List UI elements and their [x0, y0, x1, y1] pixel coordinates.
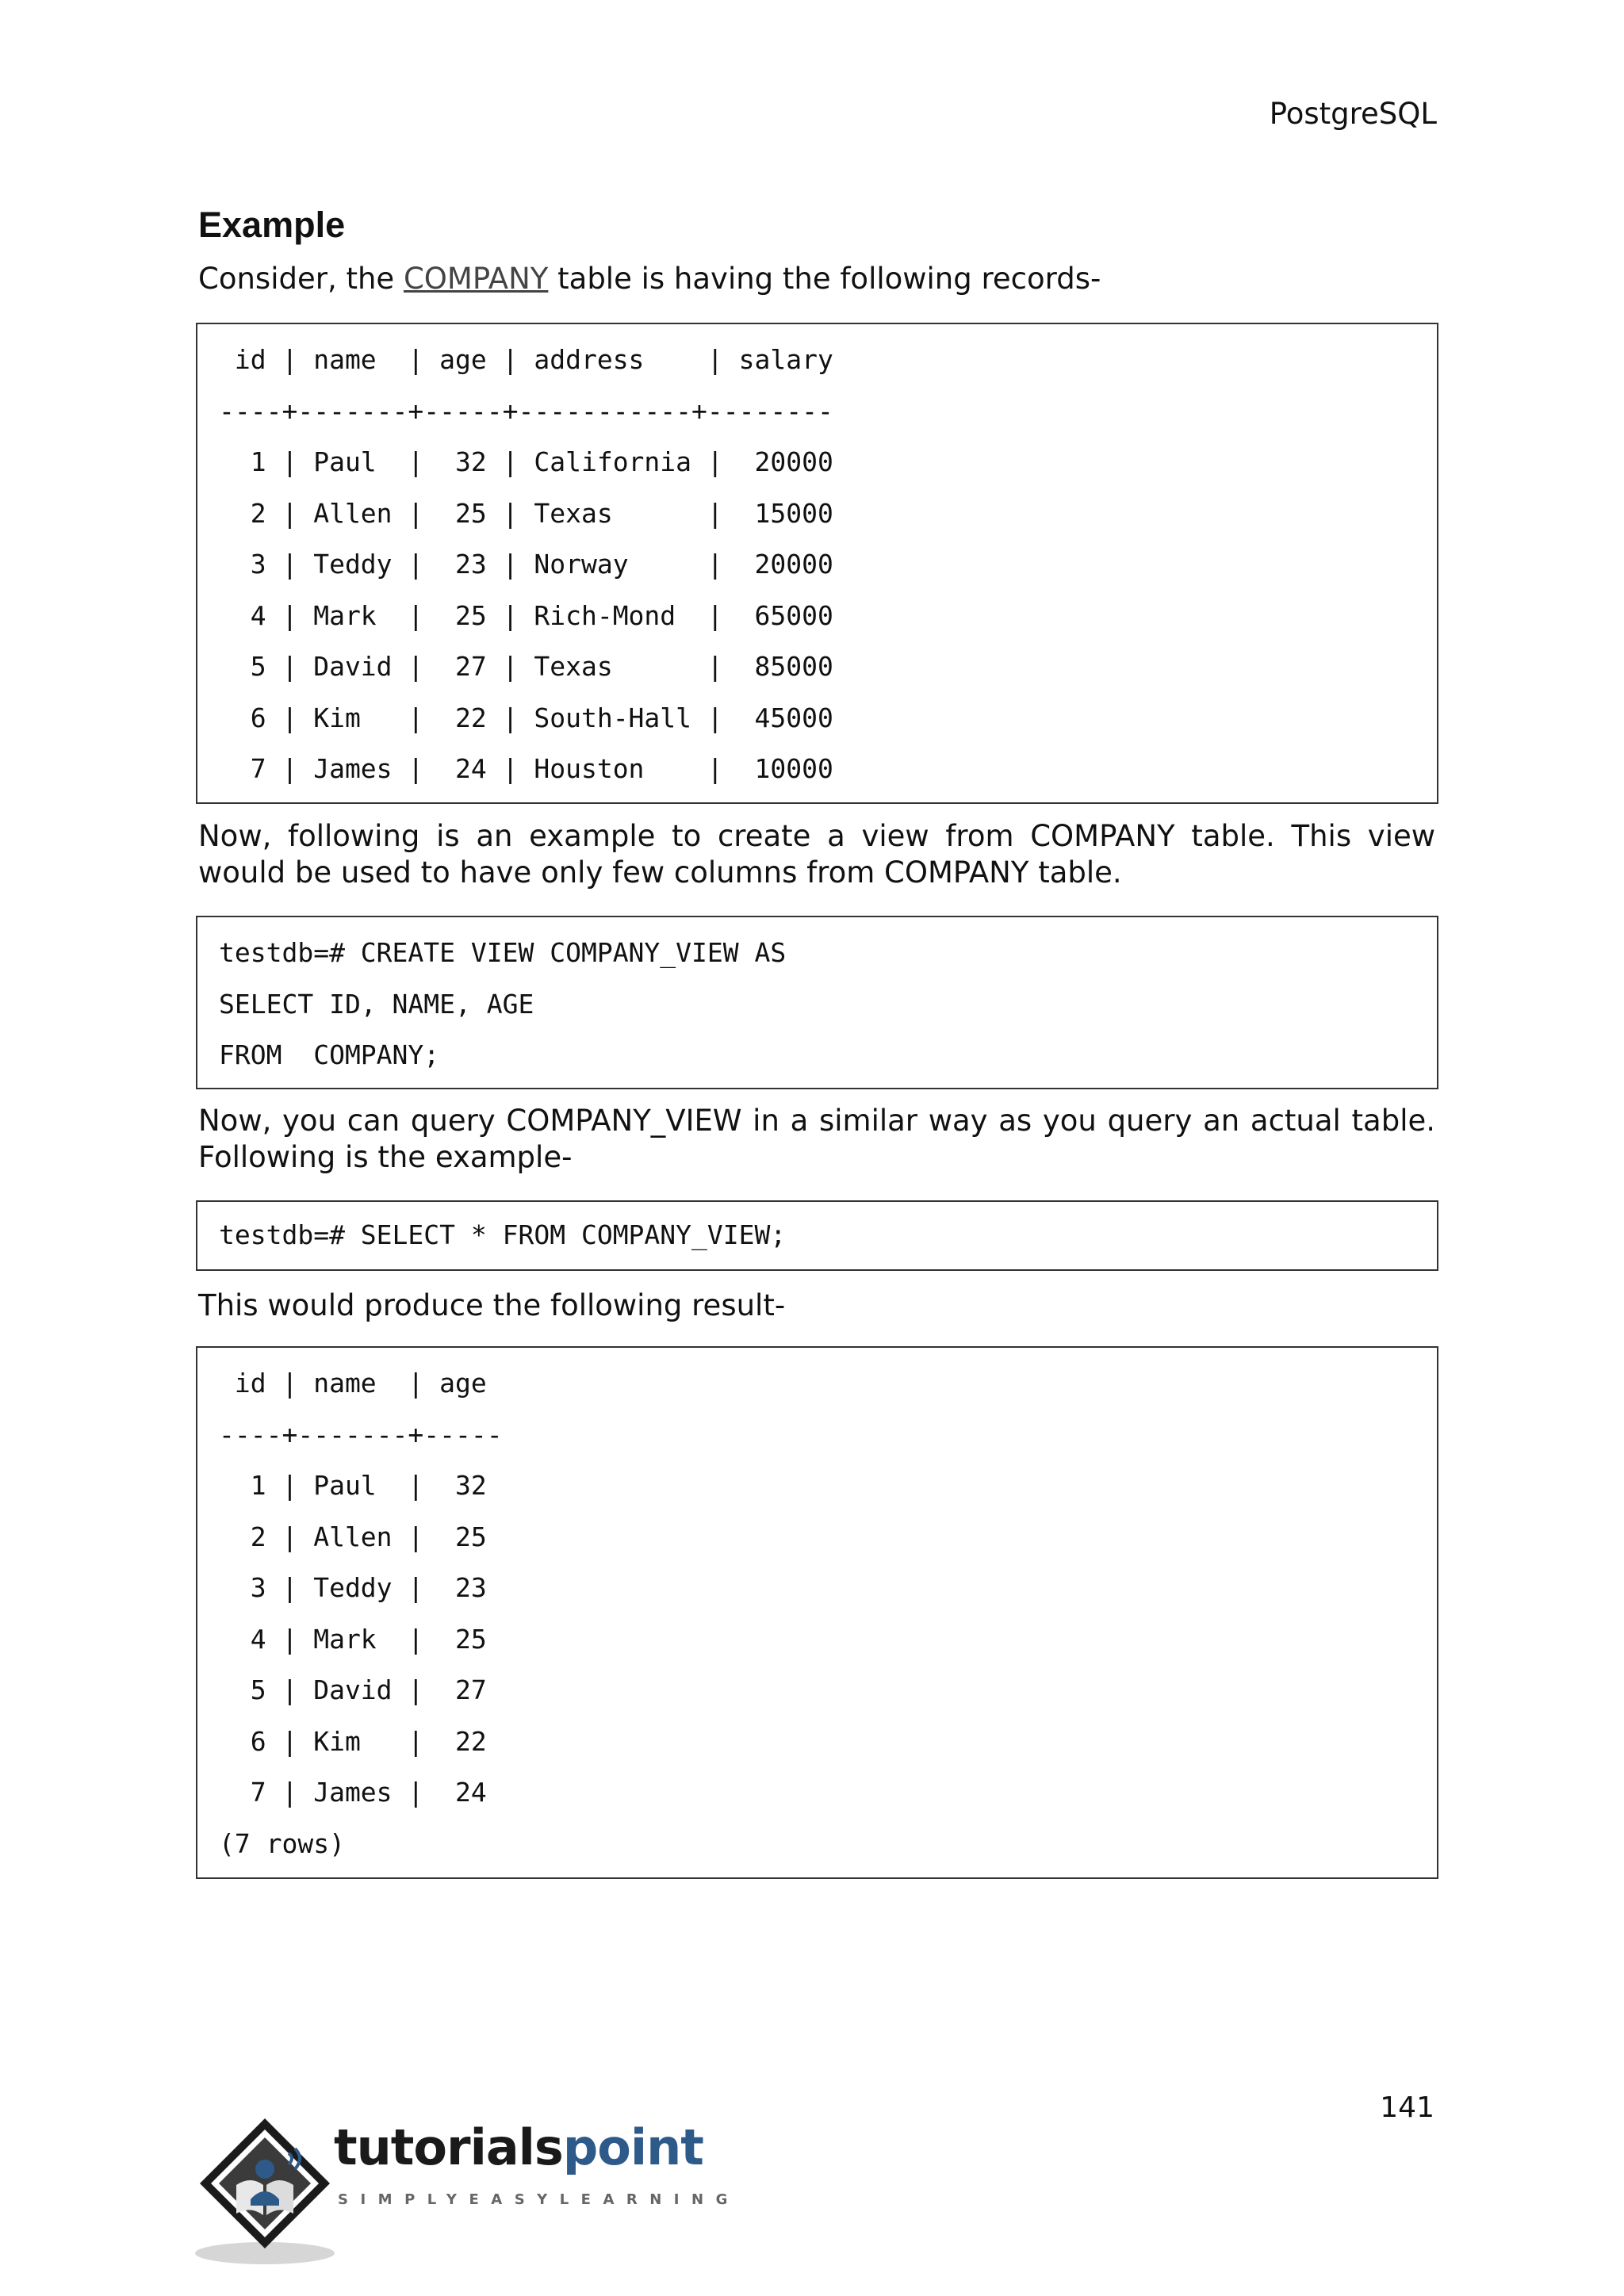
select-code-box — [196, 1200, 1438, 1271]
company-table-box — [196, 323, 1438, 804]
code-line: id | name | age | address | salary — [219, 344, 833, 375]
code-line: testdb=# SELECT * FROM COMPANY_VIEW; — [219, 1219, 787, 1250]
code-line: 2 | Allen | 25 | Texas | 15000 — [219, 497, 833, 529]
create-view-code-box — [196, 916, 1438, 1089]
code-line: testdb=# CREATE VIEW COMPANY_VIEW AS — [219, 937, 787, 968]
code-line: 5 | David | 27 — [219, 1674, 487, 1705]
view-paragraph: Now, following is an example to create a view from COMPANY table. This view would be used to have only few columns from COMPANY table. — [198, 819, 1435, 890]
logo-tagline: SIMPLYEASYLEARNING — [338, 2191, 740, 2208]
code-line: id | name | age — [219, 1368, 487, 1399]
code-line: 1 | Paul | 32 | California | 20000 — [219, 446, 833, 477]
intro-after: table is having the following records- — [548, 262, 1101, 296]
logo-wordmark — [334, 2118, 703, 2176]
intro-paragraph — [198, 261, 1435, 297]
code-line: 3 | Teddy | 23 | Norway | 20000 — [219, 549, 833, 580]
code-line: 4 | Mark | 25 — [219, 1623, 487, 1655]
code-line: 7 | James | 24 | Houston | 10000 — [219, 753, 833, 784]
tutorialspoint-logo — [195, 2117, 740, 2267]
code-line: 2 | Allen | 25 — [219, 1521, 487, 1552]
code-line: 3 | Teddy | 23 — [219, 1572, 487, 1603]
code-line: 6 | Kim | 22 — [219, 1725, 487, 1757]
intro-before: Consider, the — [198, 262, 404, 296]
code-line: 7 | James | 24 — [219, 1777, 487, 1808]
code-line: ----+-------+-----+-----------+-------- — [219, 395, 833, 427]
code-line: FROM COMPANY; — [219, 1039, 440, 1070]
code-line: 5 | David | 27 | Texas | 85000 — [219, 651, 833, 682]
code-line: 1 | Paul | 32 — [219, 1470, 487, 1501]
code-line: (7 rows) — [219, 1827, 345, 1859]
code-line: ----+-------+----- — [219, 1418, 503, 1450]
code-line: SELECT ID, NAME, AGE — [219, 988, 534, 1020]
running-header: PostgreSQL — [1269, 97, 1437, 131]
code-line: 4 | Mark | 25 | Rich-Mond | 65000 — [219, 599, 833, 631]
company-link[interactable]: COMPANY — [403, 262, 549, 296]
result-table-box — [196, 1346, 1438, 1879]
logo-word-1: tutorials — [334, 2118, 563, 2176]
logo-emblem-icon — [195, 2117, 338, 2267]
result-paragraph: This would produce the following result- — [198, 1288, 786, 1322]
logo-word-2: point — [562, 2118, 703, 2176]
section-heading: Example — [198, 205, 346, 245]
query-paragraph: Now, you can query COMPANY_VIEW in a similar way as you query an actual table. Following is the example- — [198, 1104, 1435, 1174]
code-line: 6 | Kim | 22 | South-Hall | 45000 — [219, 702, 833, 733]
page-number: 141 — [1380, 2091, 1434, 2124]
